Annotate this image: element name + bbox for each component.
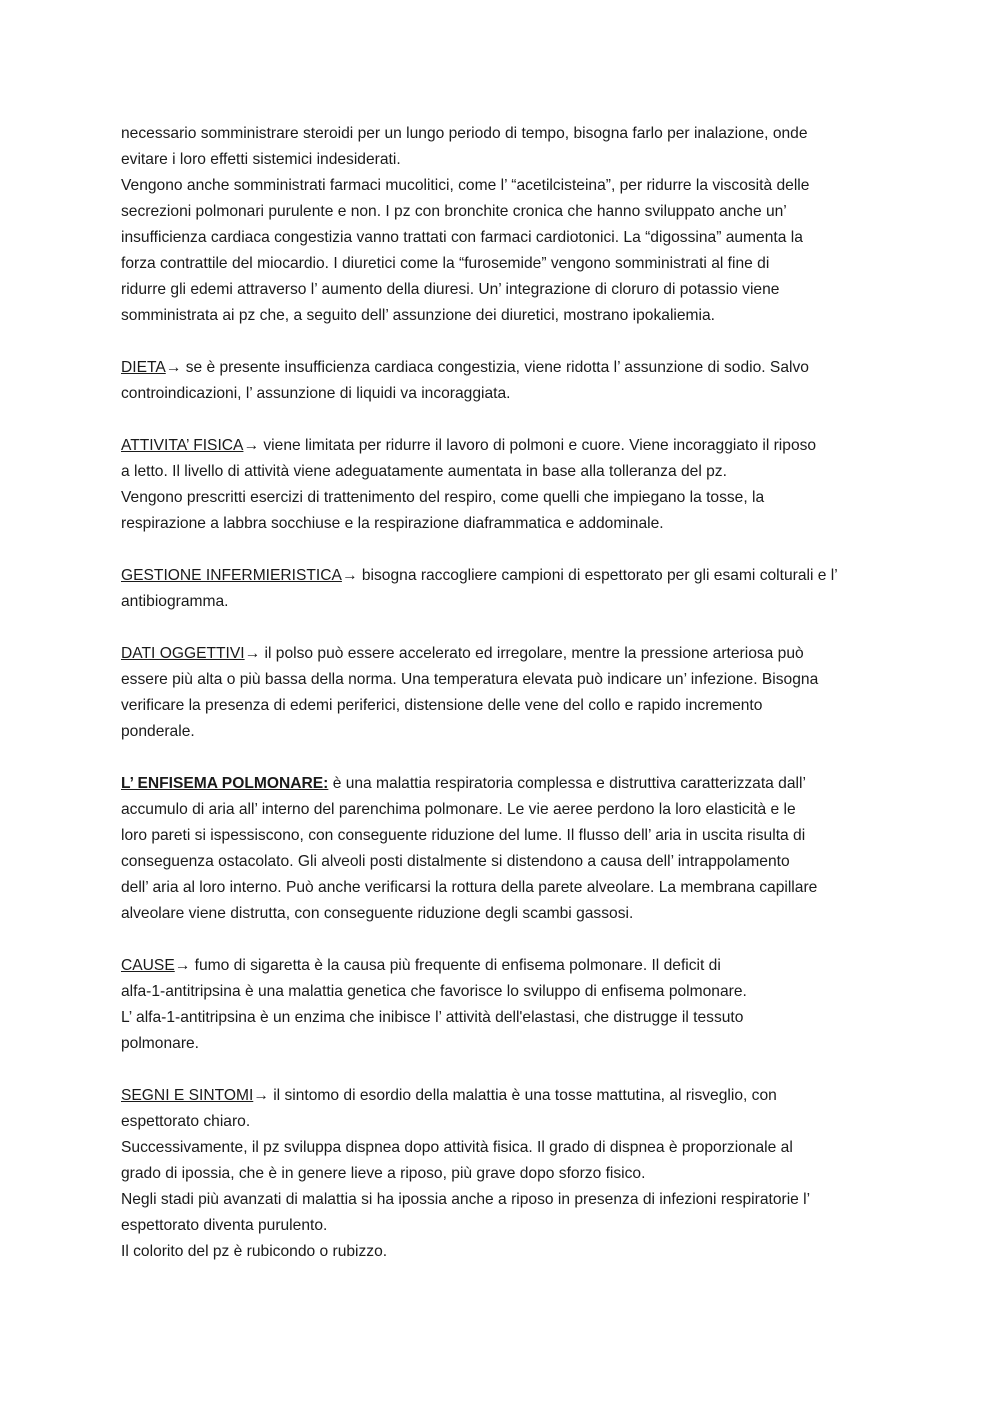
text-line: dell’ aria al loro interno. Può anche verificarsi la rottura della parete alveolare. La membrana capillare [121, 879, 818, 896]
spacer [121, 537, 881, 563]
section-heading-attivita: ATTIVITA’ FISICA [121, 437, 244, 454]
spacer [121, 407, 881, 433]
text-line: Negli stadi più avanzati di malattia si ha ipossia anche a riposo in presenza di infezioni respiratorie l’ [121, 1191, 811, 1208]
text-line: secrezioni polmonari purulente e non. I pz con bronchite cronica che hanno sviluppato anche un’ [121, 203, 787, 220]
text-line: Vengono anche somministrati farmaci mucolitici, come l’ “acetilcisteina”, per ridurre la viscosità delle [121, 177, 810, 194]
section-dati-oggettivi [121, 641, 881, 745]
section-enfisema [121, 771, 881, 927]
section-text: è una malattia respiratoria complessa e distruttiva caratterizzata dall’ [328, 775, 806, 792]
spacer [121, 927, 881, 953]
text-line: espettorato chiaro. [121, 1113, 251, 1130]
section-text: → il polso può essere accelerato ed irregolare, mentre la pressione arteriosa può [244, 645, 804, 662]
section-heading-dati: DATI OGGETTIVI [121, 645, 245, 662]
text-line: somministrata ai pz che, a seguito dell’ assunzione dei diuretici, mostrano ipokaliemia. [121, 307, 716, 324]
text-line: accumulo di aria all’ interno del parenchima polmonare. Le vie aeree perdono la loro elasticità e le [121, 801, 796, 818]
section-heading-segni: SEGNI E SINTOMI [121, 1087, 254, 1104]
section-heading-cause: CAUSE [121, 957, 175, 974]
section-first-line [121, 355, 881, 381]
text-line: evitare i loro effetti sistemici indesiderati. [121, 151, 401, 168]
section-heading-dieta: DIETA [121, 359, 166, 376]
text-line: Vengono prescritti esercizi di trattenimento del respiro, come quelli che impiegano la tosse, la [121, 489, 765, 506]
text-line: espettorato diventa purulento. [121, 1217, 328, 1234]
section-first-line [121, 641, 881, 667]
section-first-line [121, 771, 881, 797]
text-line: a letto. Il livello di attività viene adeguatamente aumentata in base alla tolleranza del pz. [121, 463, 727, 480]
spacer [121, 329, 881, 355]
section-gestione-infermieristica [121, 563, 881, 615]
text-line: conseguenza ostacolato. Gli alveoli posti distalmente si distendono a causa dell’ intrappolamento [121, 853, 790, 870]
section-segni-sintomi [121, 1083, 881, 1265]
text-line: ridurre gli edemi attraverso l’ aumento della diuresi. Un’ integrazione di cloruro di potassio viene [121, 281, 780, 298]
section-text: → viene limitata per ridurre il lavoro di polmoni e cuore. Viene incoraggiato il riposo [243, 437, 817, 454]
section-heading-gestione: GESTIONE INFERMIERISTICA [121, 567, 342, 584]
text-line: respirazione a labbra socchiuse e la respirazione diaframmatica e addominale. [121, 515, 664, 532]
text-line: ponderale. [121, 723, 195, 740]
section-first-line [121, 1083, 881, 1109]
text-line: verificare la presenza di edemi periferici, distensione delle vene del collo e rapido incremento [121, 697, 763, 714]
text-line: Il colorito del pz è rubicondo o rubizzo. [121, 1243, 388, 1260]
text-line: essere più alta o più bassa della norma. Una temperatura elevata può indicare un’ infezione. Bisogna [121, 671, 819, 688]
text-line: L’ alfa-1-antitripsina è un enzima che inibisce l’ attività dell'elastasi, che distrugge il tessuto [121, 1009, 744, 1026]
section-text: → bisogna raccogliere campioni di espettorato per gli esami colturali e l’ [341, 567, 838, 584]
section-cause [121, 953, 881, 1057]
section-dieta [121, 355, 881, 407]
paragraph-treatment [121, 121, 881, 329]
section-heading-enfisema: L’ ENFISEMA POLMONARE: [121, 775, 329, 792]
section-text: → il sintomo di esordio della malattia è una tosse mattutina, al risveglio, con [253, 1087, 777, 1104]
section-first-line [121, 953, 881, 979]
text-line: insufficienza cardiaca congestizia vanno trattati con farmaci cardiotonici. La “digossina” aumenta la [121, 229, 803, 246]
section-first-line [121, 563, 881, 589]
spacer [121, 1057, 881, 1083]
section-first-line [121, 433, 881, 459]
text-line: alveolare viene distrutta, con conseguente riduzione degli scambi gassosi. [121, 905, 634, 922]
text-line: necessario somministrare steroidi per un lungo periodo di tempo, bisogna farlo per inalazione, onde [121, 125, 808, 142]
text-line: alfa-1-antitripsina è una malattia genetica che favorisce lo sviluppo di enfisema polmonare. [121, 983, 747, 1000]
section-text: → fumo di sigaretta è la causa più frequente di enfisema polmonare. Il deficit di [174, 957, 721, 974]
spacer [121, 745, 881, 771]
section-attivita-fisica [121, 433, 881, 537]
document-page [121, 121, 881, 1265]
section-text: → se è presente insufficienza cardiaca congestizia, viene ridotta l’ assunzione di sodio. Salvo [165, 359, 809, 376]
text-line: forza contrattile del miocardio. I diuretici come la “furosemide” vengono somministrati al fine di [121, 255, 770, 272]
text-line: polmonare. [121, 1035, 200, 1052]
text-line: antibiogramma. [121, 593, 229, 610]
text-line: grado di ipossia, che è in genere lieve a riposo, più grave dopo sforzo fisico. [121, 1165, 646, 1182]
spacer [121, 615, 881, 641]
text-line: loro pareti si ispessiscono, con conseguente riduzione del lume. Il flusso dell’ aria in uscita risulta di [121, 827, 806, 844]
text-line: Successivamente, il pz sviluppa dispnea dopo attività fisica. Il grado di dispnea è proporzionale al [121, 1139, 793, 1156]
text-line: controindicazioni, l’ assunzione di liquidi va incoraggiata. [121, 385, 511, 402]
